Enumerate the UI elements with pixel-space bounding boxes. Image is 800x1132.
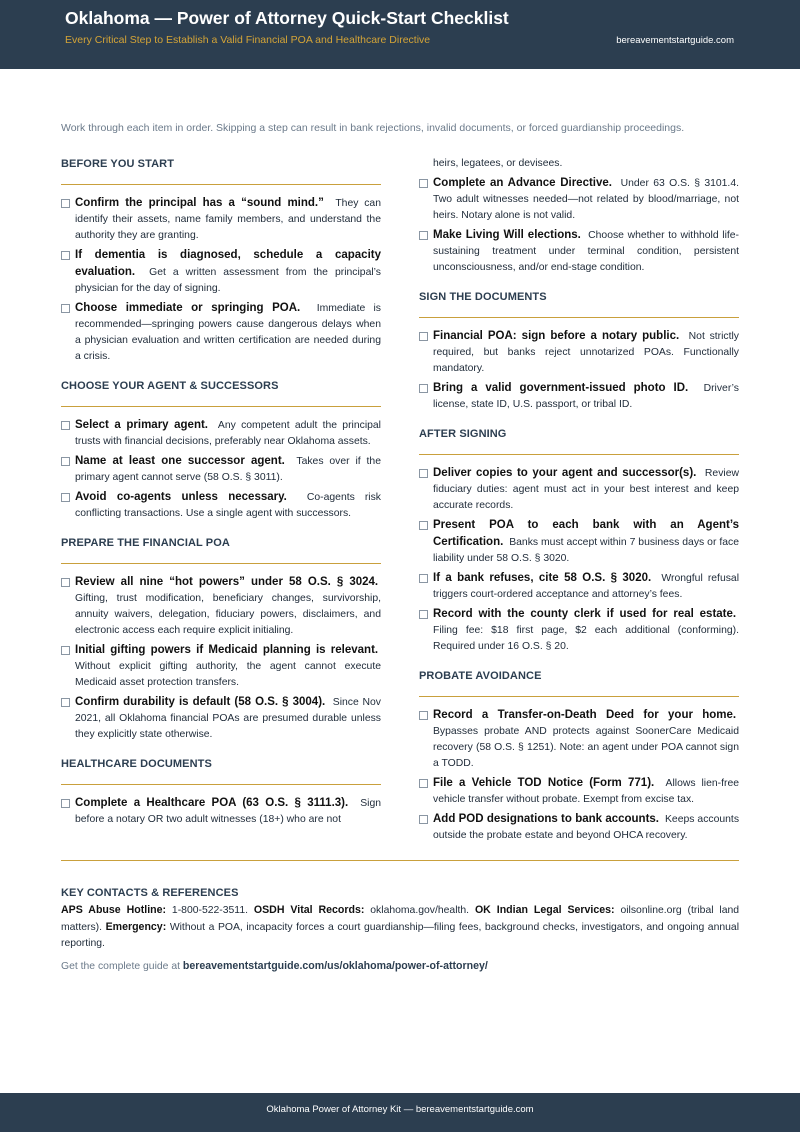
item-title: Review all nine “hot powers” under 58 O.S. § 3024.: [75, 576, 379, 588]
section-title: HEALTHCARE DOCUMENTS: [61, 758, 212, 770]
references-block: [61, 885, 739, 975]
osdh-value: oklahoma.gov/health.: [370, 905, 470, 916]
item-desc: Driver’s license, state ID, U.S. passport, or tribal ID.: [433, 383, 739, 410]
checkbox[interactable]: [61, 646, 70, 655]
section-healthcare: [61, 756, 381, 828]
item-desc-continued: heirs, legatees, or devisees.: [433, 158, 563, 169]
item-title: Name at least one successor agent.: [75, 455, 285, 467]
page-footer: [0, 1093, 800, 1132]
checkbox[interactable]: [61, 199, 70, 208]
item-title: Choose immediate or springing POA.: [75, 302, 301, 314]
checklist-item: [61, 453, 381, 486]
checklist-item: [419, 465, 739, 514]
checkbox[interactable]: [419, 179, 428, 188]
checkbox[interactable]: [61, 251, 70, 260]
checkbox[interactable]: [419, 610, 428, 619]
checklist-item: [419, 775, 739, 808]
checklist-item: [61, 195, 381, 244]
section-divider: [61, 184, 381, 185]
section-probate-avoidance: [419, 668, 739, 844]
checkbox[interactable]: [61, 698, 70, 707]
checklist-item: [419, 606, 739, 655]
item-title: Confirm durability is default (58 O.S. § 3004).: [75, 696, 326, 708]
checklist-item: [419, 328, 739, 377]
checkbox[interactable]: [61, 457, 70, 466]
item-title: Financial POA: sign before a notary public.: [433, 330, 680, 342]
intro-text: Work through each item in order. Skipping a step can result in bank rejections, invalid documents, or forced guardianship proceedings.: [61, 122, 685, 134]
section-title: CHOOSE YOUR AGENT & SUCCESSORS: [61, 380, 279, 392]
document-title: Oklahoma — Power of Attorney Quick-Start Checklist: [65, 8, 509, 28]
header-site-link[interactable]: bereavementstartguide.com: [616, 35, 734, 46]
checkbox[interactable]: [61, 799, 70, 808]
item-desc: Co-agents risk conflicting transactions. Use a single agent with successors.: [75, 492, 381, 519]
guide-link[interactable]: bereavementstartguide.com/us/oklahoma/power-of-attorney/: [182, 960, 488, 972]
item-desc: Allows lien-free vehicle transfer without probate. Exempt from excise tax.: [433, 778, 740, 805]
item-title: Add POD designations to bank accounts.: [433, 813, 660, 825]
checklist-item: [419, 380, 739, 413]
checkbox[interactable]: [61, 493, 70, 502]
checklist-item: [419, 811, 739, 844]
item-title: Confirm the principal has a “sound mind.”: [75, 197, 324, 209]
item-desc: Under 63 O.S. § 3101.4. Two adult witnesses needed—not related by blood/marriage, not heirs. Notary alone is not valid.: [433, 178, 739, 221]
checklist-item: [61, 417, 381, 450]
item-desc: Immediate is recommended—springing powers cause dangerous delays when a physician evaluation and written certification are needed during a crisis.: [75, 303, 381, 362]
item-desc: Banks must accept within 7 business days or face liability under 58 O.S. § 3020.: [433, 537, 739, 564]
section-divider: [419, 696, 739, 697]
section-divider: [61, 406, 381, 407]
section-title: PROBATE AVOIDANCE: [419, 670, 542, 682]
guide-line: [61, 958, 739, 975]
checkbox[interactable]: [419, 521, 428, 530]
item-title: Avoid co-agents unless necessary.: [75, 491, 287, 503]
item-desc: Get a written assessment from the principal’s physician for the day of signing.: [75, 267, 381, 294]
item-title: Deliver copies to your agent and successor(s).: [433, 467, 697, 479]
section-divider: [61, 563, 381, 564]
section-divider: [419, 317, 739, 318]
item-desc: Sign before a notary OR two adult witnesses (18+) who are not: [75, 798, 381, 825]
checklist-item: [61, 694, 381, 743]
section-after-signing: [419, 426, 739, 655]
checklist-item: [61, 300, 381, 365]
section-choose-agent: [61, 378, 381, 522]
checkbox[interactable]: [419, 332, 428, 341]
right-column: [419, 156, 739, 847]
checkbox[interactable]: [419, 711, 428, 720]
references-divider: [61, 860, 739, 861]
section-healthcare-continued: [419, 156, 739, 276]
item-desc: Choose whether to withhold life-sustaining treatment under terminal condition, persistent unconsciousness, and/or end-stage condition.: [433, 230, 739, 273]
emergency-value: Without a POA, incapacity forces a court guardianship—filing fees, background checks, investigators, and ongoing annual reporting.: [61, 922, 740, 949]
emergency-label: Emergency:: [105, 921, 167, 933]
references-title: KEY CONTACTS & REFERENCES: [61, 887, 239, 899]
checkbox[interactable]: [419, 384, 428, 393]
footer-text: Oklahoma Power of Attorney Kit — bereavementstartguide.com: [266, 1104, 534, 1115]
aps-value: 1-800-522-3511.: [171, 905, 248, 916]
document-subtitle: Every Critical Step to Establish a Valid Financial POA and Healthcare Directive: [65, 34, 431, 46]
checklist-item: [61, 489, 381, 522]
item-title: Record with the county clerk if used for real estate.: [433, 608, 737, 620]
aps-label: APS Abuse Hotline:: [61, 904, 167, 916]
item-desc: Any competent adult the principal trusts with financial decisions, preferably near Oklahoma assets.: [75, 420, 381, 447]
item-desc: Gifting, trust modification, beneficiary changes, survivorship, annuity waivers, delegation, fiduciary powers, disclaimers, and electronic access each require explicit initialing.: [75, 593, 381, 636]
checkbox[interactable]: [419, 815, 428, 824]
item-title: Select a primary agent.: [75, 419, 208, 431]
item-title: If a bank refuses, cite 58 O.S. § 3020.: [433, 572, 652, 584]
checkbox[interactable]: [61, 304, 70, 313]
oils-label: OK Indian Legal Services:: [474, 904, 615, 916]
item-title: Initial gifting powers if Medicaid planning is relevant.: [75, 644, 379, 656]
item-desc: Wrongful refusal triggers court-ordered acceptance and attorney’s fees.: [433, 573, 740, 600]
section-title: BEFORE YOU START: [61, 158, 175, 170]
item-desc: Without explicit gifting authority, the agent cannot execute Medicaid asset protection transfers.: [75, 661, 381, 688]
item-desc: Bypasses probate AND protects against SoonerCare Medicaid recovery (58 O.S. § 1251). Note: an agent under POA cannot sign a TODD.: [433, 726, 739, 769]
item-desc: Takes over if the primary agent cannot serve (58 O.S. § 3011).: [75, 456, 381, 483]
item-desc: Since Nov 2021, all Oklahoma financial POAs are presumed durable unless they explicitly state otherwise.: [75, 697, 381, 740]
section-title: SIGN THE DOCUMENTS: [419, 291, 547, 303]
item-title: Complete an Advance Directive.: [433, 177, 612, 189]
item-title: If dementia is diagnosed, schedule a capacity evaluation.: [75, 249, 381, 278]
checkbox[interactable]: [419, 231, 428, 240]
checklist-item: [61, 795, 381, 828]
checklist-item: [419, 570, 739, 603]
checklist-item: [61, 574, 381, 639]
section-divider: [419, 454, 739, 455]
guide-prefix: Get the complete guide at: [61, 961, 180, 972]
item-title: Complete a Healthcare POA (63 O.S. § 3111.3).: [75, 797, 349, 809]
checklist-item: [419, 175, 739, 224]
checkbox[interactable]: [419, 574, 428, 583]
checklist-item: [419, 517, 739, 567]
checklist-item: [61, 642, 381, 691]
item-desc: Keeps accounts outside the probate estate and beyond OHCA recovery.: [433, 814, 740, 841]
item-title: Present POA to each bank with an Agent’s Certification.: [433, 519, 739, 548]
section-title: PREPARE THE FINANCIAL POA: [61, 537, 230, 549]
checkbox[interactable]: [419, 779, 428, 788]
item-desc: Not strictly required, but banks reject unnotarized POAs. Functionally mandatory.: [433, 331, 740, 374]
section-financial-poa: [61, 535, 381, 743]
item-desc: Review fiduciary duties: agent must act in your best interest and keep accurate records.: [433, 468, 739, 511]
oils-value: oilsonline.org (tribal land matters).: [61, 905, 740, 933]
item-title: Record a Transfer-on-Death Deed for your home.: [433, 709, 737, 721]
page-header: [0, 0, 800, 69]
checkbox[interactable]: [61, 421, 70, 430]
section-before-you-start: [61, 156, 381, 365]
osdh-label: OSDH Vital Records:: [253, 904, 365, 916]
left-column: [61, 156, 381, 831]
item-desc: They can identify their assets, name family members, and understand the authority they are granting.: [75, 198, 381, 241]
references-text: [61, 902, 739, 952]
section-sign-documents: [419, 289, 739, 413]
item-title: Make Living Will elections.: [433, 229, 581, 241]
checkbox[interactable]: [419, 469, 428, 478]
checklist-item: [61, 247, 381, 297]
section-title: AFTER SIGNING: [419, 428, 507, 440]
item-title: File a Vehicle TOD Notice (Form 771).: [433, 777, 655, 789]
checklist-item: [419, 707, 739, 772]
item-title: Bring a valid government-issued photo ID.: [433, 382, 689, 394]
item-desc: Filing fee: $18 first page, $2 each additional (conforming). Required under 16 O.S. § 20.: [433, 625, 739, 652]
checklist-item: [419, 227, 739, 276]
checkbox[interactable]: [61, 578, 70, 587]
section-divider: [61, 784, 381, 785]
